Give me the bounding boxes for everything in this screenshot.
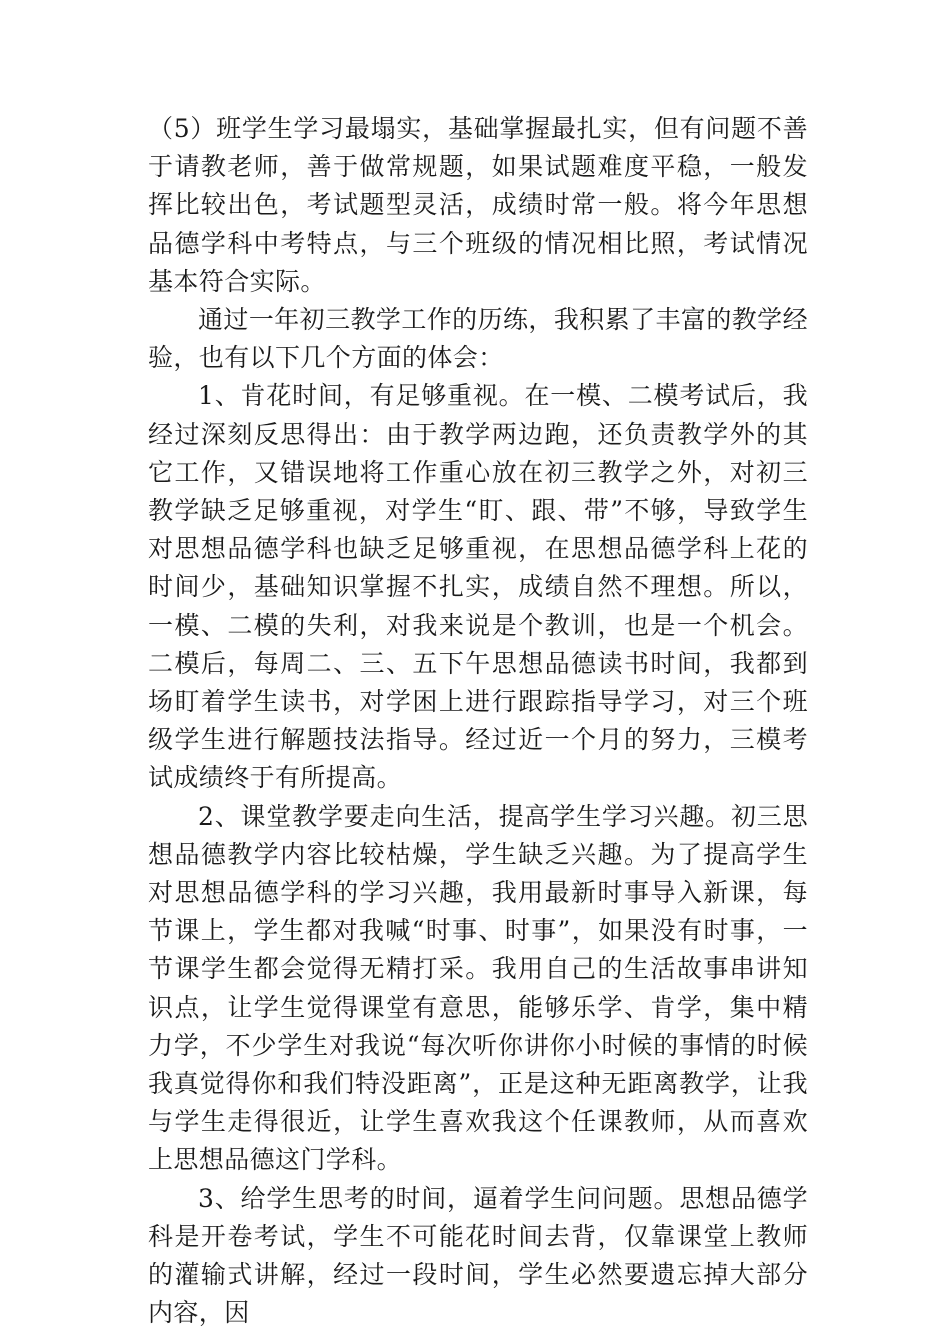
paragraph-point-2: 2、课堂教学要走向生活，提高学生学习兴趣。初三思想品德教学内容比较枯燥，学生缺乏兴趣。为了提高学生对思想品德学科的学习兴趣，我用最新时事导入新课，每节课上，学生都对我喊“时事、时事”，如果没有时事，一节课学生都会觉得无精打采。我用自己的生活故事串讲知识点，让学生觉得课堂有意思，能够乐学、肯学，集中精力学，不少学生对我说“每次听你讲你小时候的事情的时候我真觉得你和我们特没距离”，正是这种无距离教学，让我与学生走得很近，让学生喜欢我这个任课教师，从而喜欢上思想品德这门学科。 bbox=[148, 801, 808, 1175]
document-page bbox=[148, 110, 808, 1333]
paragraph-class5-summary: （5）班学生学习最塌实，基础掌握最扎实，但有问题不善于请教老师，善于做常规题，如果试题难度平稳，一般发挥比较出色，考试题型灵活，成绩时常一般。将今年思想品德学科中考特点，与三个班级的情况相比照，考试情况基本符合实际。 bbox=[148, 114, 808, 296]
paragraph-point-1: 1、肯花时间，有足够重视。在一模、二模考试后，我经过深刻反思得出：由于教学两边跑，还负责教学外的其它工作，又错误地将工作重心放在初三教学之外，对初三教学缺乏足够重视，对学生“盯、跟、带”不够，导致学生对思想品德学科也缺乏足够重视，在思想品德学科上花的时间少，基础知识掌握不扎实，成绩自然不理想。所以，一模、二模的失利，对我来说是个教训，也是一个机会。二模后，每周二、三、五下午思想品德读书时间，我都到场盯着学生读书，对学困上进行跟踪指导学习，对三个班级学生进行解题技法指导。经过近一个月的努力，三模考试成绩终于有所提高。 bbox=[148, 381, 808, 793]
paragraph-point-3: 3、给学生思考的时间，逼着学生问问题。思想品德学科是开卷考试，学生不可能花时间去背，仅靠课堂上教师的灌输式讲解，经过一段时间，学生必然要遗忘掉大部分内容，因 bbox=[148, 1183, 808, 1328]
paragraph-experience-intro: 通过一年初三教学工作的历练，我积累了丰富的教学经验，也有以下几个方面的体会： bbox=[148, 305, 808, 373]
